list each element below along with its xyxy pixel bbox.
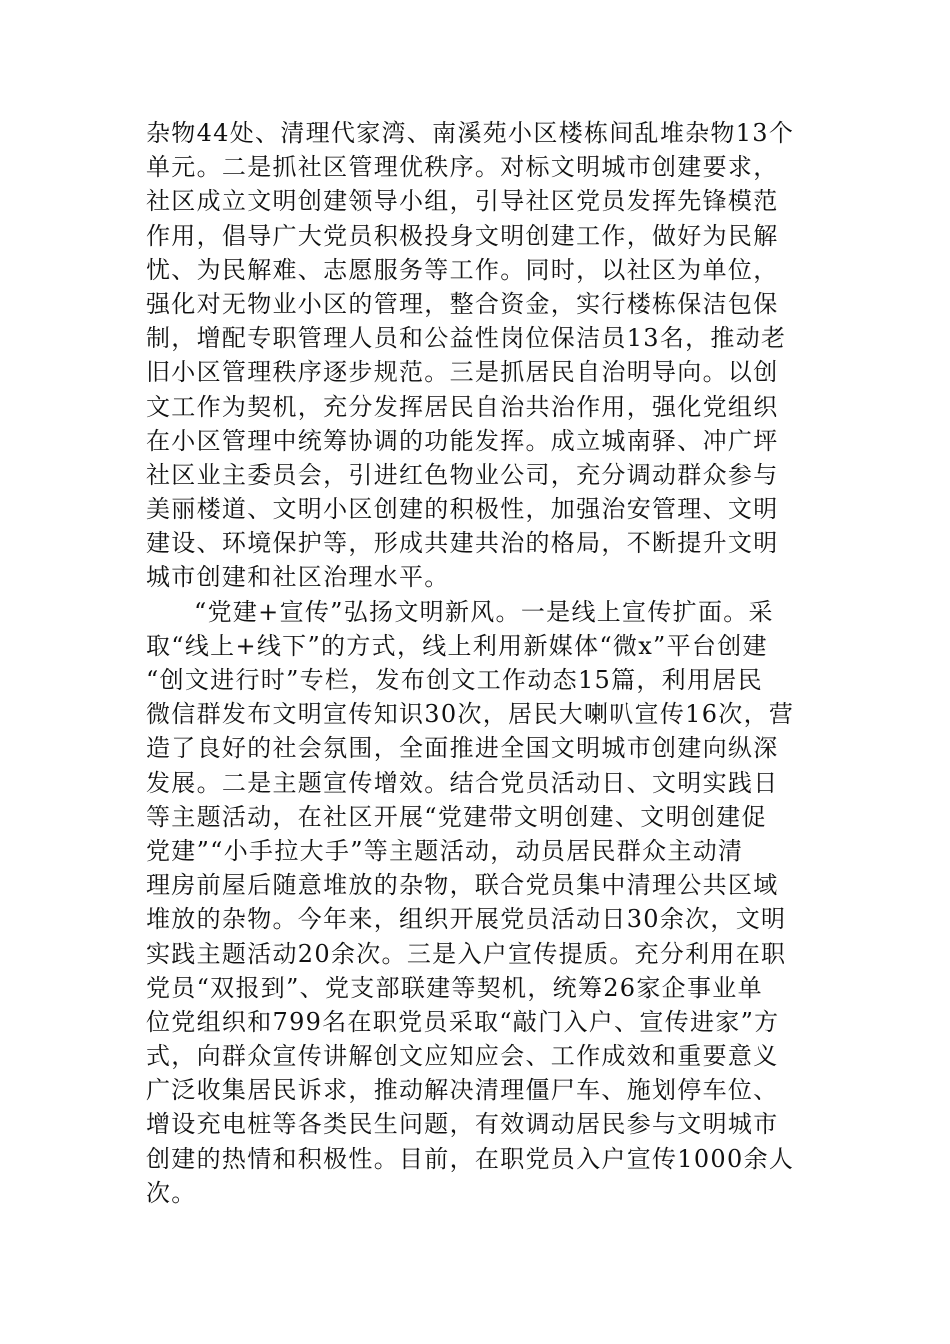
text-line: 社区成立文明创建领导小组，引导社区党员发挥先锋模范: [146, 187, 779, 216]
body-text: [146, 116, 810, 1210]
text-line: 党建”“小手拉大手”等主题活动，动员居民群众主动清: [146, 836, 744, 865]
text-line: 城市创建和社区治理水平。: [146, 563, 450, 592]
text-line: 式，向群众宣传讲解创文应知应会、工作成效和重要意义: [146, 1042, 779, 1071]
paragraph-start-line: “党建+宣传”弘扬文明新风。一是线上宣传扩面。采: [194, 597, 774, 626]
text-line: 单元。二是抓社区管理优秩序。对标文明城市创建要求，: [146, 153, 779, 182]
text-line: 强化对无物业小区的管理，整合资金，实行楼栋保洁包保: [146, 289, 779, 318]
text-line: 次。: [146, 1178, 197, 1207]
text-line: 广泛收集居民诉求，推动解决清理僵尸车、施划停车位、: [146, 1076, 779, 1105]
text-line: 社区业主委员会，引进红色物业公司，充分调动群众参与: [146, 460, 779, 489]
text-line: 造了良好的社会氛围，全面推进全国文明城市创建向纵深: [146, 734, 779, 763]
text-line: 理房前屋后随意堆放的杂物，联合党员集中清理公共区域: [146, 871, 779, 900]
text-line: 杂物44处、清理代家湾、南溪苑小区楼栋间乱堆杂物13个: [146, 119, 795, 147]
text-line: 等主题活动，在社区开展“党建带文明创建、文明创建促: [146, 802, 767, 831]
text-line: 增设充电桩等各类民生问题，有效调动居民参与文明城市: [146, 1110, 779, 1139]
text-line: 美丽楼道、文明小区创建的积极性，加强治安管理、文明: [146, 495, 779, 524]
text-line: 在小区管理中统筹协调的功能发挥。成立城南驿、冲广坪: [146, 426, 779, 455]
text-line: 位党组织和799名在职党员采取“敲门入户、宣传进家”方: [146, 1007, 780, 1036]
text-line: 创建的热情和积极性。目前，在职党员入户宣传1000余人: [146, 1144, 795, 1173]
text-line: 党员“双报到”、党支部联建等契机，统筹26家企事业单: [146, 973, 763, 1002]
text-line: 取“线上+线下”的方式，线上利用新媒体“微x”平台创建: [146, 631, 768, 660]
text-line: 作用，倡导广大党员积极投身文明创建工作，做好为民解: [146, 221, 779, 250]
text-line: 建设、环境保护等，形成共建共治的格局，不断提升文明: [146, 529, 779, 558]
text-line: 旧小区管理秩序逐步规范。三是抓居民自治明导向。以创: [146, 358, 779, 387]
text-line: 发展。二是主题宣传增效。结合党员活动日、文明实践日: [146, 768, 779, 797]
text-line: 文工作为契机，充分发挥居民自治共治作用，强化党组织: [146, 392, 779, 421]
text-line: 微信群发布文明宣传知识30次，居民大喇叭宣传16次，营: [146, 700, 795, 729]
text-line: 制，增配专职管理人员和公益性岗位保洁员13名，推动老: [146, 324, 787, 353]
text-line: 实践主题活动20余次。三是入户宣传提质。充分利用在职: [146, 939, 787, 968]
text-line: “创文进行时”专栏，发布创文工作动态15篇，利用居民: [146, 666, 763, 694]
text-line: 堆放的杂物。今年来，组织开展党员活动日30余次，文明: [146, 905, 787, 934]
text-line: 忧、为民解难、志愿服务等工作。同时，以社区为单位，: [146, 255, 779, 284]
